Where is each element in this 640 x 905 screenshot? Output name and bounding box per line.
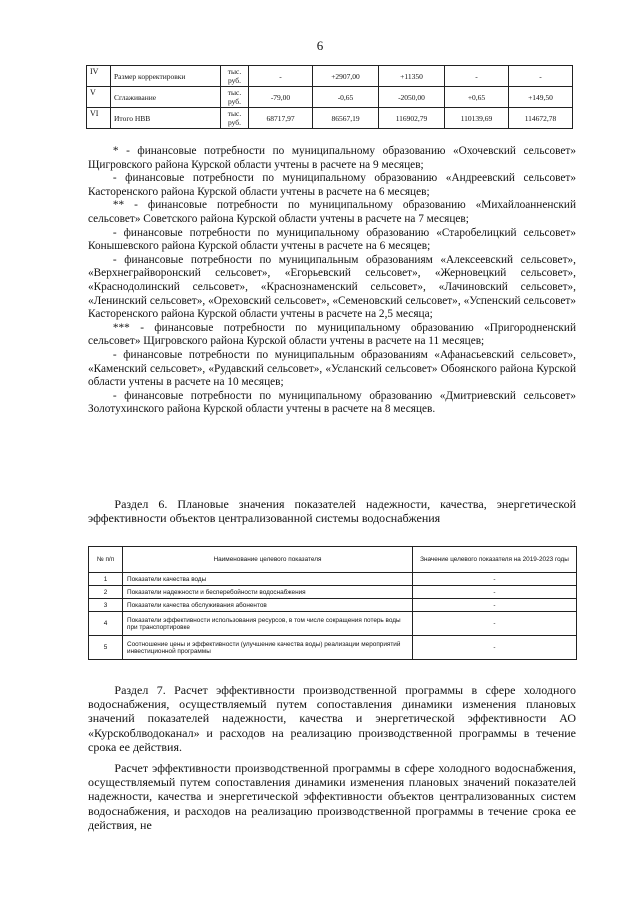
footnote: - финансовые потребности по муниципальным образованиям «Афанасьевский сельсовет», «Каменский сельсовет», «Рудавский сельсовет», «Усланский сельсовет» Обоянского района Курской области учтены в расчете на 10 месяцев; [88, 348, 576, 389]
footnote: * - финансовые потребности по муниципальному образованию «Охочевский сельсовет» Щигровского района Курской области учтены в расчете на 9 месяцев; [88, 145, 576, 171]
row-unit: тыс. руб. [221, 108, 249, 129]
table-row [89, 612, 577, 636]
row-name: Размер корректировки [111, 66, 221, 87]
row-number: V [87, 87, 111, 108]
footnote: - финансовые потребности по муниципальному образованию «Дмитриевский сельсовет» Золотухинского района Курской области учтены в расчете на 8 месяцев. [88, 389, 576, 416]
row-value: +149,50 [509, 87, 573, 108]
row-value: 116902,79 [379, 108, 445, 129]
row-value: - [445, 66, 509, 87]
row-value: 114672,78 [509, 108, 573, 129]
row-value: - [413, 586, 577, 599]
row-number: 2 [89, 586, 123, 599]
row-value: - [509, 66, 573, 87]
row-value: -79,00 [249, 87, 313, 108]
row-number: 4 [89, 612, 123, 636]
row-value: +11350 [379, 66, 445, 87]
row-name: Сглаживание [111, 87, 221, 108]
footnote: - финансовые потребности по муниципальному образованию «Андреевский сельсовет» Касторенского района Курской области учтены в расчете на 6 месяцев; [88, 172, 576, 198]
row-number: 1 [89, 573, 123, 586]
section-6 [88, 497, 576, 525]
table-row [89, 586, 577, 599]
table-row [87, 87, 573, 108]
table-row [87, 66, 573, 87]
row-value: - [413, 599, 577, 612]
row-name: Показатели качества обслуживания абонентов [123, 599, 413, 612]
row-number: VI [87, 108, 111, 129]
footnote: *** - финансовые потребности по муниципальному образованию «Пригородненский сельсовет» Щигровского района Курской области учтены в расчете на 11 месяцев; [88, 321, 576, 348]
row-name: Показатели качества воды [123, 573, 413, 586]
row-name: Показатели надежности и бесперебойности водоснабжения [123, 586, 413, 599]
row-value: - [413, 573, 577, 586]
row-value: 86567,19 [313, 108, 379, 129]
section-7 [88, 683, 576, 839]
footnote: - финансовые потребности по муниципальному образованию «Старобелицкий сельсовет» Конышевского района Курской области учтены в расчете на 6 месяцев; [88, 226, 576, 253]
row-number: IV [87, 66, 111, 87]
row-value: -0,65 [313, 87, 379, 108]
row-name: Показатели эффективности использования ресурсов, в том числе сокращения потерь воды при транспортировке [123, 612, 413, 636]
section-7-heading: Раздел 7. Расчет эффективности производственной программы в сфере холодного водоснабжения, осуществляемый путем сопоставления динамики изменения плановых значений показателей надежности, качества и энергетической эффективности АО «Курскоблводоканал» и расходов на реализацию производственной программы в течение срока ее действия. [88, 683, 576, 754]
table-row [89, 636, 577, 660]
page-number: 6 [316, 38, 324, 53]
row-name: Соотношение цены и эффективности (улучшение качества воды) реализации мероприятий инвестиционной программы [123, 636, 413, 660]
row-number: 3 [89, 599, 123, 612]
row-value: -2050,00 [379, 87, 445, 108]
row-value: - [413, 636, 577, 660]
header-value: Значение целевого показателя на 2019-2023 годы [413, 547, 577, 573]
row-unit: тыс. руб. [221, 87, 249, 108]
row-value: +0,65 [445, 87, 509, 108]
row-unit: тыс. руб. [221, 66, 249, 87]
footnotes [88, 145, 576, 417]
table-header [89, 547, 577, 573]
table-row [89, 599, 577, 612]
footnote: - финансовые потребности по муниципальным образованиям «Алексеевский сельсовет», «Верхнеграйворонский сельсовет», «Егорьевский сельсовет», «Жерновецкий сельсовет», «Краснодолинский сельсовет», «Краснознаменский сельсовет», «Лачиновский сельсовет», «Ленинский сельсовет», «Ореховский сельсовет», «Семеновский сельсовет», «Успенский сельсовет» Касторенского района Курской области учтены в расчете на 2,5 месяца; [88, 253, 576, 321]
financial-table [86, 65, 573, 129]
indicators-table [88, 546, 577, 660]
section-7-paragraph: Расчет эффективности производственной программы в сфере холодного водоснабжения, осуществляемый путем сопоставления динамики изменения плановых значений показателей надежности, качества и энергетической эффективности объектов централизованных систем водоснабжения, и расходов на реализацию производственной программы в течение срока ее действия, не [88, 761, 576, 832]
row-number: 5 [89, 636, 123, 660]
footnote: ** - финансовые потребности по муниципальному образованию «Михайлоанненский сельсовет» Советского района Курской области учтены в расчете на 7 месяцев; [88, 199, 576, 225]
row-value: 110139,69 [445, 108, 509, 129]
row-value: - [249, 66, 313, 87]
row-value: +2907,00 [313, 66, 379, 87]
row-name: Итого НВВ [111, 108, 221, 129]
section-6-heading: Раздел 6. Плановые значения показателей надежности, качества, энергетической эффективности объектов централизованной системы водоснабжения [88, 497, 576, 525]
table-row [89, 573, 577, 586]
header-num: № п/п [89, 547, 123, 573]
header-name: Наименование целевого показателя [123, 547, 413, 573]
row-value: - [413, 612, 577, 636]
row-value: 68717,97 [249, 108, 313, 129]
table-row [87, 108, 573, 129]
